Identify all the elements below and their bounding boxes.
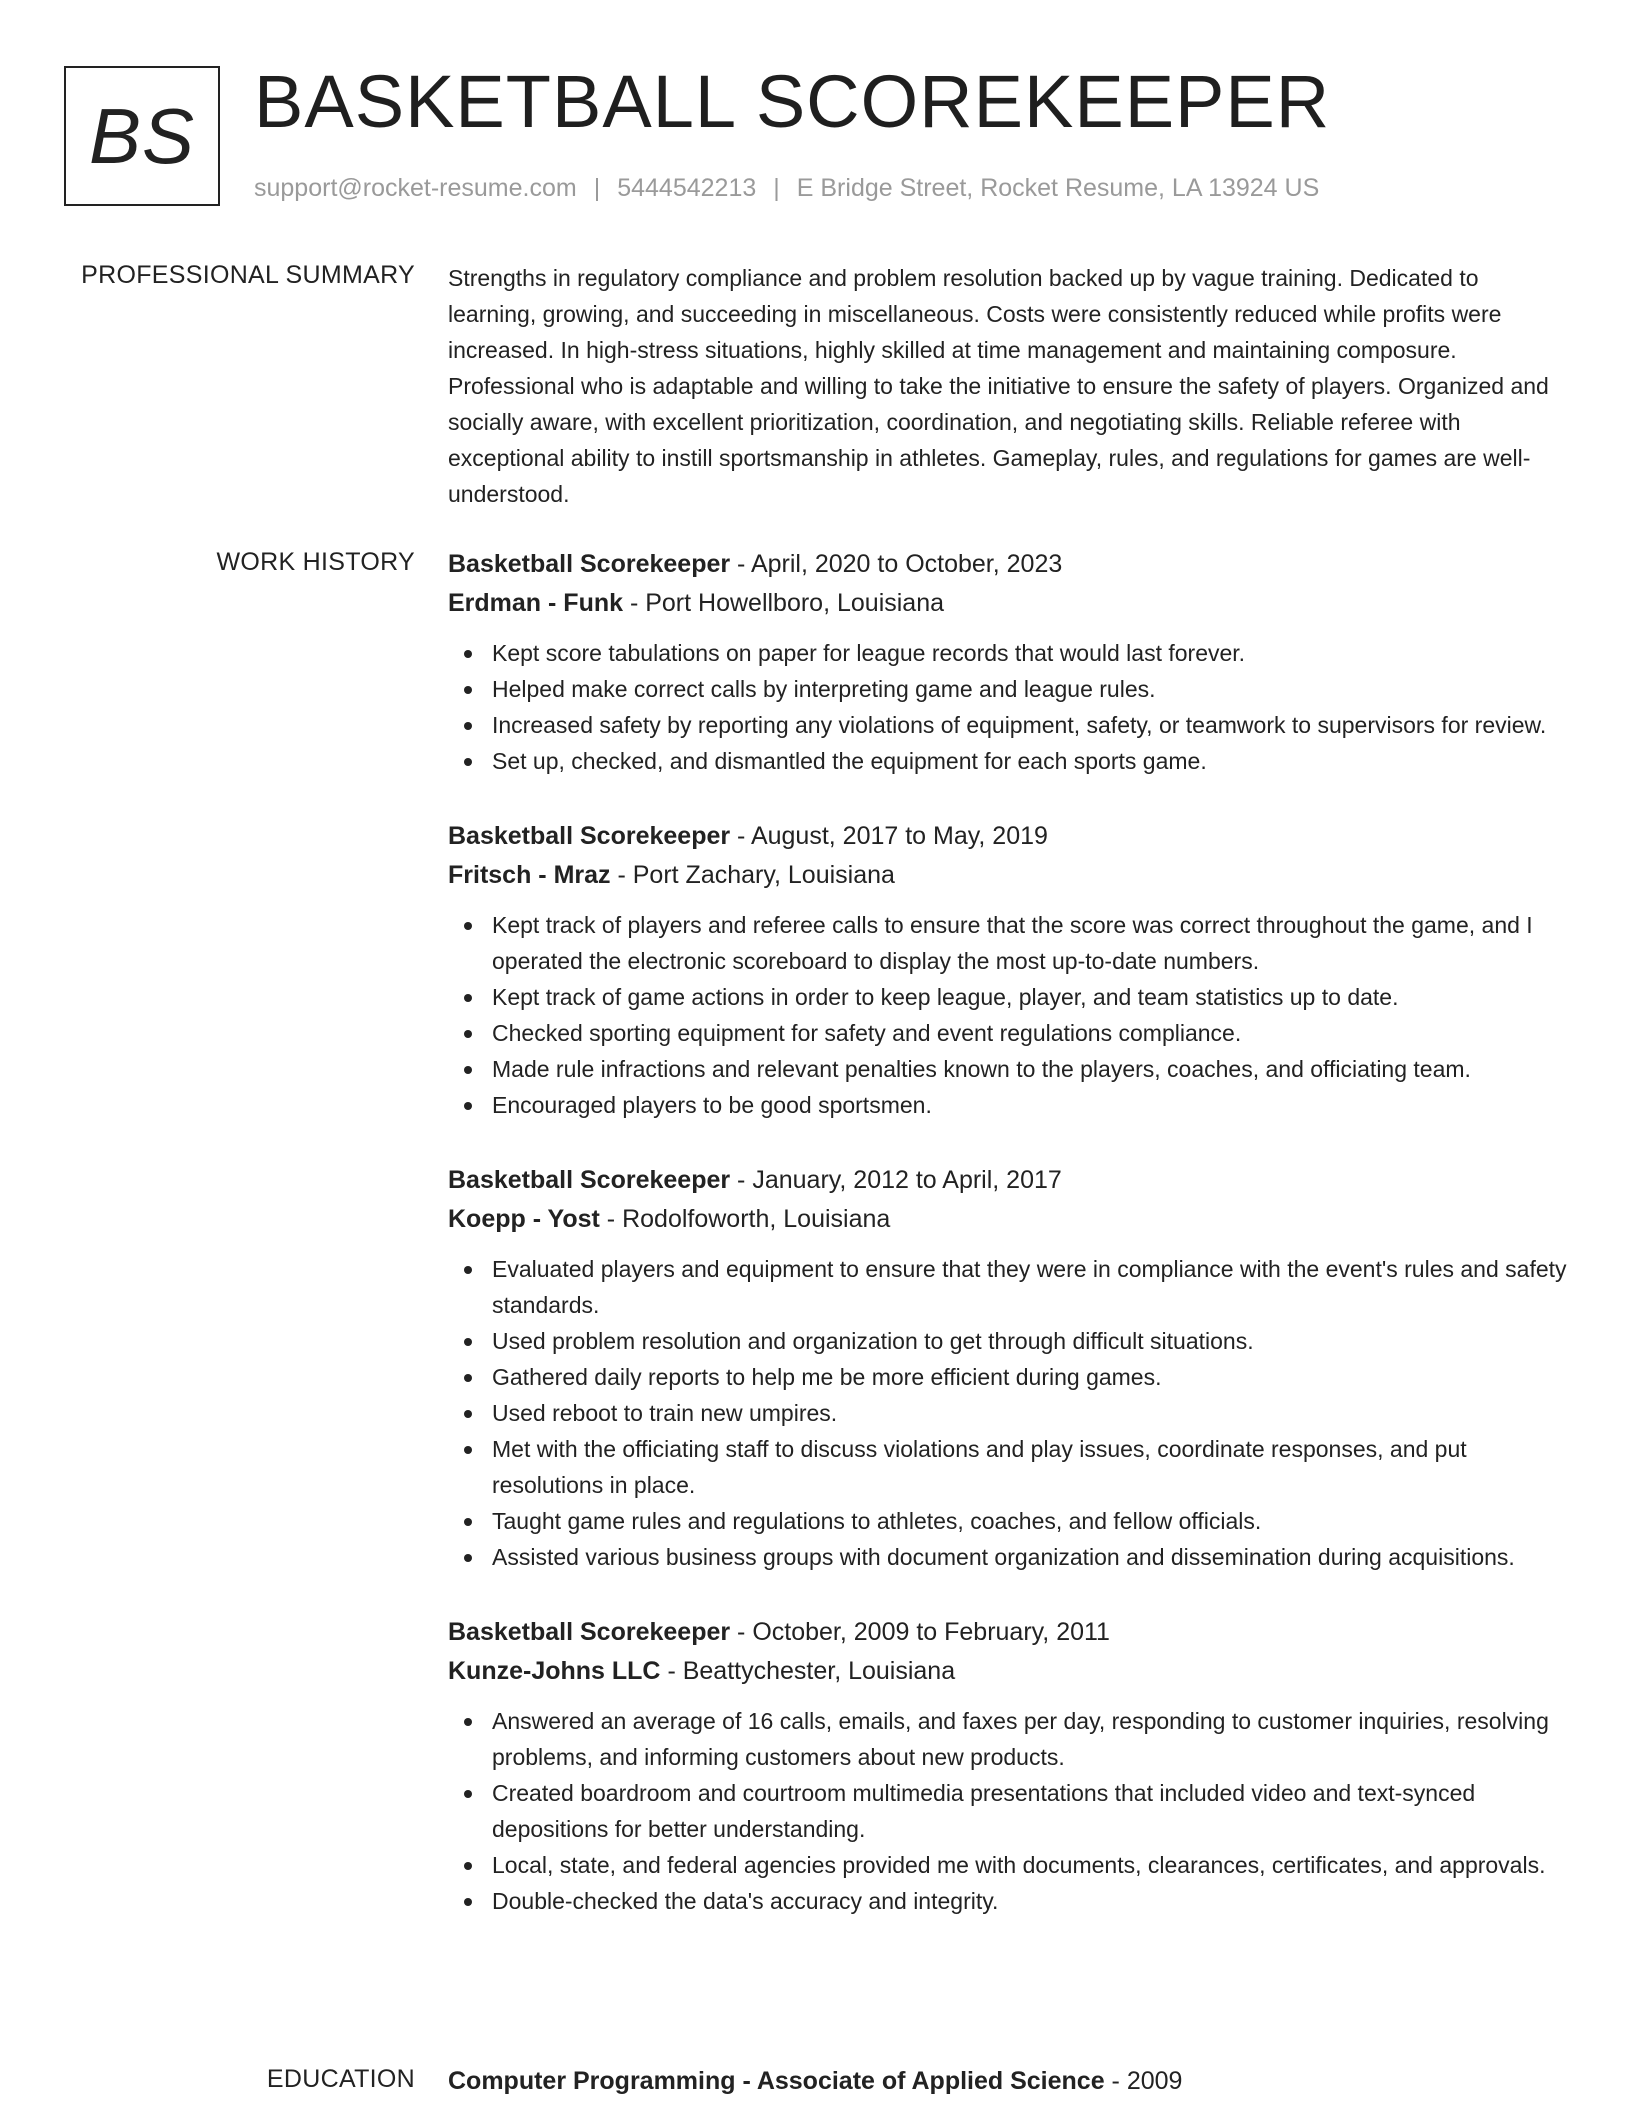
job-bullets bbox=[448, 635, 1568, 779]
list-item: Taught game rules and regulations to athletes, coaches, and fellow officials. bbox=[448, 1503, 1568, 1539]
job-company-line bbox=[448, 584, 1568, 623]
job-entry bbox=[448, 545, 1568, 779]
resume-header bbox=[64, 60, 1568, 214]
section-label-summary: PROFESSIONAL SUMMARY bbox=[81, 261, 415, 289]
contact-phone[interactable]: 5444542213 bbox=[617, 174, 757, 202]
list-item: Used reboot to train new umpires. bbox=[448, 1395, 1568, 1431]
job-location: - Port Zachary, Louisiana bbox=[610, 861, 895, 889]
list-item: Assisted various business groups with document organization and dissemination during acquisitions. bbox=[448, 1539, 1568, 1575]
job-location: - Beattychester, Louisiana bbox=[660, 1657, 956, 1685]
job-company: Koepp - Yost bbox=[448, 1205, 600, 1233]
job-title: Basketball Scorekeeper bbox=[448, 1618, 731, 1646]
job-title: Basketball Scorekeeper bbox=[448, 1166, 731, 1194]
job-company: Kunze-Johns LLC bbox=[448, 1657, 661, 1685]
contact-line bbox=[254, 174, 1319, 203]
job-entry bbox=[448, 817, 1568, 1123]
list-item: Gathered daily reports to help me be more efficient during games. bbox=[448, 1359, 1568, 1395]
page-title: BASKETBALL SCOREKEEPER bbox=[254, 60, 1331, 143]
job-title: Basketball Scorekeeper bbox=[448, 550, 731, 578]
list-item: Evaluated players and equipment to ensure that they were in compliance with the event's rules and safety standards. bbox=[448, 1251, 1568, 1323]
list-item: Encouraged players to be good sportsmen. bbox=[448, 1087, 1568, 1123]
job-title-line bbox=[448, 545, 1568, 584]
list-item: Answered an average of 16 calls, emails, and faxes per day, responding to customer inquiries, resolving problems, and informing customers about new products. bbox=[448, 1703, 1568, 1775]
job-company: Erdman - Funk bbox=[448, 589, 624, 617]
job-dates: - August, 2017 to May, 2019 bbox=[730, 822, 1048, 850]
monogram-badge: BS bbox=[64, 66, 220, 206]
list-item: Made rule infractions and relevant penalties known to the players, coaches, and officiating team. bbox=[448, 1051, 1568, 1087]
education-degree-line bbox=[448, 2062, 1568, 2101]
summary-text: Strengths in regulatory compliance and problem resolution backed up by vague training. Dedicated to learning, growing, and succeeding in miscellaneous. Costs were consistently reduced while profits were increased. In high-stress situations, highly skilled at time management and maintaining composure. Professional who is adaptable and willing to take the initiative to ensure the safety of players. Organized and socially aware, with excellent prioritization, coordination, and negotiating skills. Reliable referee with exceptional ability to instill sportsmanship in athletes. Gameplay, rules, and regulations for games are well-understood. bbox=[448, 265, 1549, 507]
job-location: - Rodolfoworth, Louisiana bbox=[599, 1205, 891, 1233]
list-item: Used problem resolution and organization to get through difficult situations. bbox=[448, 1323, 1568, 1359]
education-year: - 2009 bbox=[1104, 2067, 1183, 2095]
job-bullets bbox=[448, 907, 1568, 1123]
contact-separator: | bbox=[773, 174, 780, 202]
list-item: Kept score tabulations on paper for league records that would last forever. bbox=[448, 635, 1568, 671]
list-item: Local, state, and federal agencies provided me with documents, clearances, certificates, and approvals. bbox=[448, 1847, 1568, 1883]
job-title-line bbox=[448, 1613, 1568, 1652]
contact-address: E Bridge Street, Rocket Resume, LA 13924 US bbox=[796, 174, 1320, 202]
job-entry bbox=[448, 1613, 1568, 1919]
job-dates: - January, 2012 to April, 2017 bbox=[730, 1166, 1062, 1194]
list-item: Helped make correct calls by interpreting game and league rules. bbox=[448, 671, 1568, 707]
list-item: Checked sporting equipment for safety and event regulations compliance. bbox=[448, 1015, 1568, 1051]
job-location: - Port Howellboro, Louisiana bbox=[623, 589, 945, 617]
job-company-line bbox=[448, 1200, 1568, 1239]
job-dates: - April, 2020 to October, 2023 bbox=[730, 550, 1063, 578]
job-dates: - October, 2009 to February, 2011 bbox=[730, 1618, 1110, 1646]
job-bullets bbox=[448, 1703, 1568, 1919]
list-item: Met with the officiating staff to discuss violations and play issues, coordinate responses, and put resolutions in place. bbox=[448, 1431, 1568, 1503]
job-entry bbox=[448, 1161, 1568, 1575]
job-company-line bbox=[448, 856, 1568, 895]
job-company-line bbox=[448, 1652, 1568, 1691]
job-bullets bbox=[448, 1251, 1568, 1575]
contact-separator: | bbox=[593, 174, 601, 202]
job-title-line bbox=[448, 817, 1568, 856]
job-title-line bbox=[448, 1161, 1568, 1200]
list-item: Kept track of players and referee calls to ensure that the score was correct throughout the game, and I operated the electronic scoreboard to display the most up-to-date numbers. bbox=[448, 907, 1568, 979]
education-degree: Computer Programming - Associate of Applied Science bbox=[448, 2067, 1105, 2095]
contact-email[interactable]: support@rocket-resume.com bbox=[254, 174, 577, 202]
job-company: Fritsch - Mraz bbox=[448, 861, 611, 889]
section-label-work-history: WORK HISTORY bbox=[216, 548, 415, 576]
list-item: Created boardroom and courtroom multimedia presentations that included video and text-synced depositions for better understanding. bbox=[448, 1775, 1568, 1847]
list-item: Set up, checked, and dismantled the equipment for each sports game. bbox=[448, 743, 1568, 779]
list-item: Double-checked the data's accuracy and integrity. bbox=[448, 1883, 1568, 1919]
section-label-education: EDUCATION bbox=[266, 2065, 415, 2093]
list-item: Kept track of game actions in order to keep league, player, and team statistics up to date. bbox=[448, 979, 1568, 1015]
list-item: Increased safety by reporting any violations of equipment, safety, or teamwork to supervisors for review. bbox=[448, 707, 1568, 743]
job-title: Basketball Scorekeeper bbox=[448, 822, 731, 850]
